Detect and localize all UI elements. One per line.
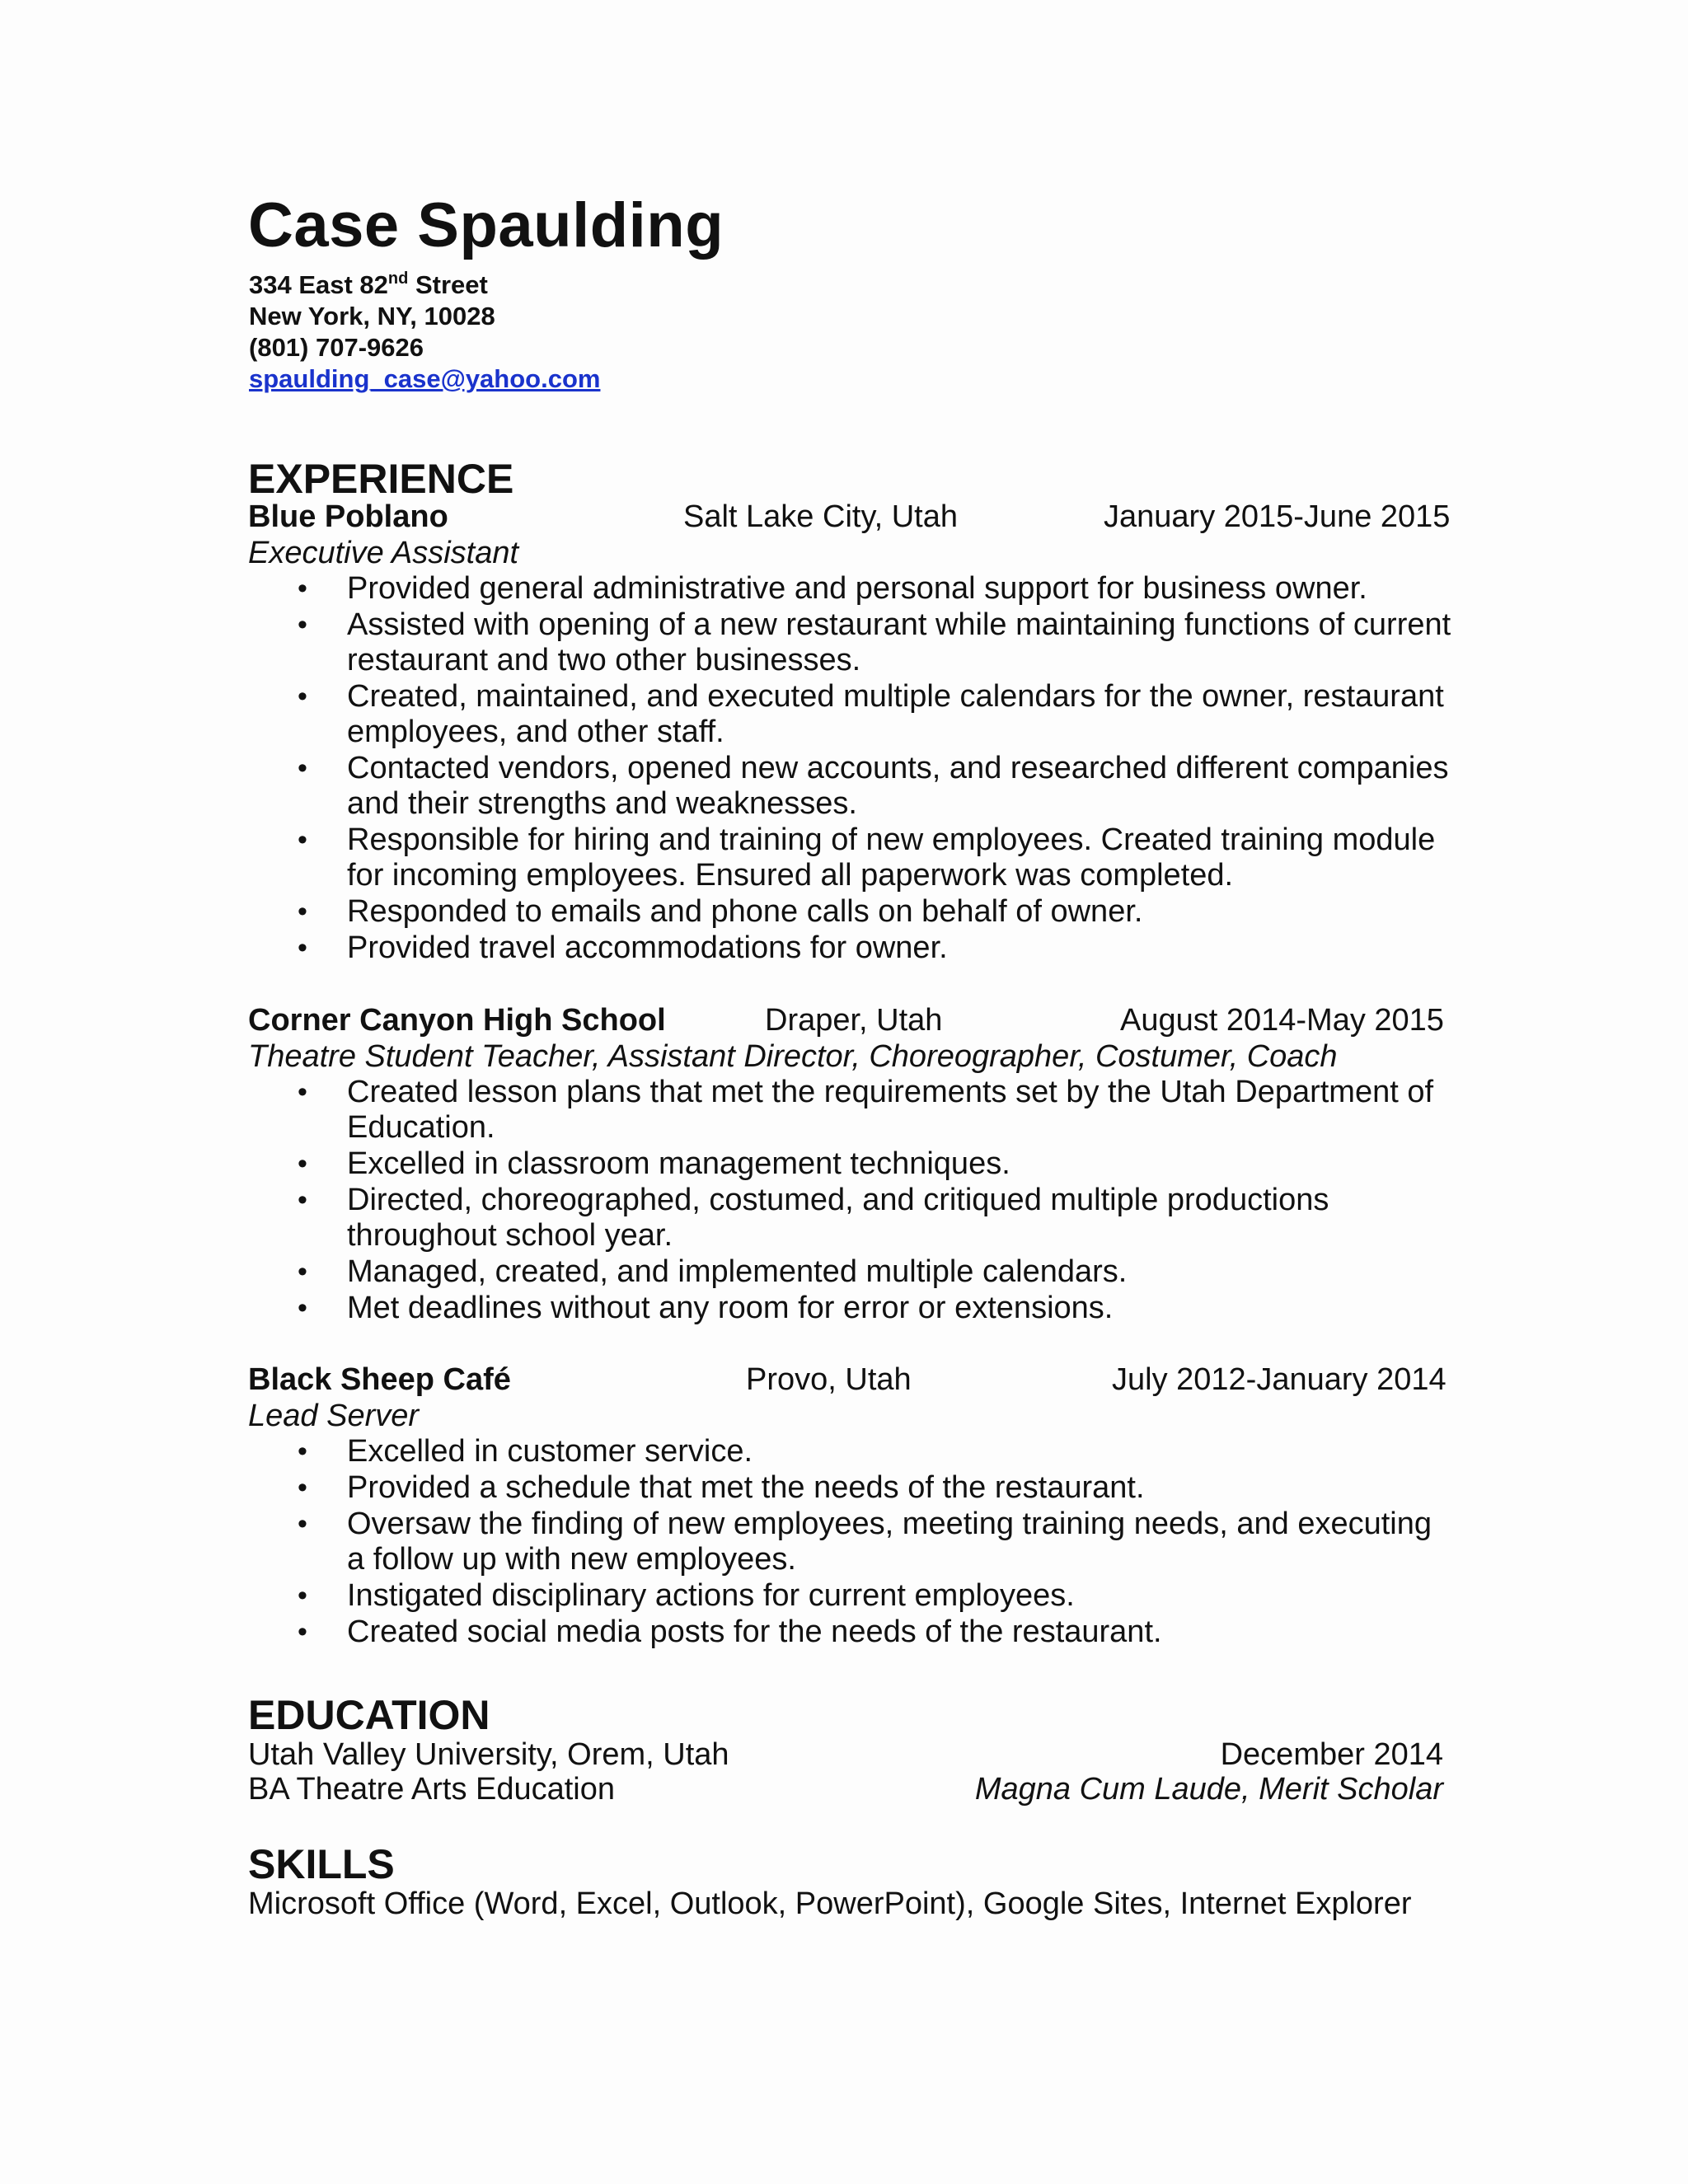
skills-heading: SKILLS	[248, 1841, 395, 1887]
list-item: • Managed, created, and implemented multiple calendars.	[298, 1254, 1128, 1289]
list-item: • Responsible for hiring and training of new employees. Created training module for incoming employees. Ensured all paperwork was completed.	[298, 823, 1436, 893]
job-duties	[248, 1434, 1451, 1650]
address-street: Street	[408, 270, 488, 299]
address-suffix: nd	[387, 269, 409, 288]
job-duties	[248, 1075, 1451, 1326]
graduation-date: December 2014	[1220, 1737, 1443, 1772]
list-item: • Provided general administrative and personal support for business owner.	[298, 571, 1367, 606]
job-location: Salt Lake City, Utah	[683, 499, 959, 534]
list-item: • Created social media posts for the needs of the restaurant.	[298, 1615, 1162, 1649]
list-item: • Provided travel accommodations for owner.	[298, 930, 948, 965]
list-item: • Created lesson plans that met the requirements set by the Utah Department of Education.	[298, 1075, 1434, 1145]
job-dates: January 2015-June 2015	[1104, 499, 1451, 534]
contact-block	[249, 269, 600, 395]
employer-name: Corner Canyon High School	[248, 1003, 666, 1038]
job-dates: August 2014-May 2015	[1120, 1003, 1444, 1038]
phone-number: (801) 707-9626	[249, 333, 424, 362]
honors: Magna Cum Laude, Merit Scholar	[974, 1772, 1443, 1807]
list-item: • Contacted vendors, opened new accounts, and researched different companies and their strengths and weaknesses.	[298, 751, 1449, 821]
experience-heading: EXPERIENCE	[248, 456, 514, 502]
education-heading: EDUCATION	[248, 1692, 490, 1738]
skills-text: Microsoft Office (Word, Excel, Outlook, PowerPoint), Google Sites, Internet Explorer	[248, 1886, 1412, 1921]
job-title: Theatre Student Teacher, Assistant Director, Choreographer, Costumer, Coach	[248, 1039, 1338, 1074]
address-number: 334 East 82	[249, 270, 388, 299]
job-entry	[248, 1002, 1451, 1327]
list-item: • Responded to emails and phone calls on behalf of owner.	[298, 894, 1143, 929]
list-item: • Met deadlines without any room for error or extensions.	[298, 1291, 1114, 1325]
job-location: Draper, Utah	[765, 1003, 943, 1038]
list-item: • Assisted with opening of a new restaurant while maintaining functions of current restaurant and two other businesses.	[298, 607, 1451, 677]
employer-name: Blue Poblano	[248, 499, 448, 534]
job-title: Lead Server	[248, 1399, 420, 1433]
address-line	[249, 269, 600, 301]
education-block	[248, 1737, 1443, 1807]
list-item: • Excelled in classroom management techniques.	[298, 1146, 1010, 1181]
list-item: • Provided a schedule that met the needs of the restaurant.	[298, 1470, 1145, 1505]
list-item: • Excelled in customer service.	[298, 1434, 753, 1469]
job-duties	[248, 571, 1451, 966]
job-location: Provo, Utah	[746, 1362, 912, 1397]
candidate-name: Case Spaulding	[248, 190, 724, 260]
email-link[interactable]: spaulding_case@yahoo.com	[249, 364, 601, 393]
list-item: • Created, maintained, and executed multiple calendars for the owner, restaurant employees, and other staff.	[298, 679, 1444, 749]
job-entry	[248, 1361, 1451, 1651]
school-name: Utah Valley University, Orem, Utah	[248, 1737, 729, 1772]
list-item: • Instigated disciplinary actions for current employees.	[298, 1578, 1075, 1613]
job-dates: July 2012-January 2014	[1112, 1362, 1447, 1397]
city-line: New York, NY, 10028	[249, 302, 495, 330]
list-item: • Oversaw the finding of new employees, meeting training needs, and executing a follow up with new employees.	[298, 1507, 1432, 1577]
job-entry	[248, 499, 1451, 967]
employer-name: Black Sheep Café	[248, 1362, 511, 1397]
degree: BA Theatre Arts Education	[248, 1772, 616, 1807]
list-item: • Directed, choreographed, costumed, and critiqued multiple productions throughout school year.	[298, 1183, 1329, 1253]
job-title: Executive Assistant	[248, 536, 519, 570]
